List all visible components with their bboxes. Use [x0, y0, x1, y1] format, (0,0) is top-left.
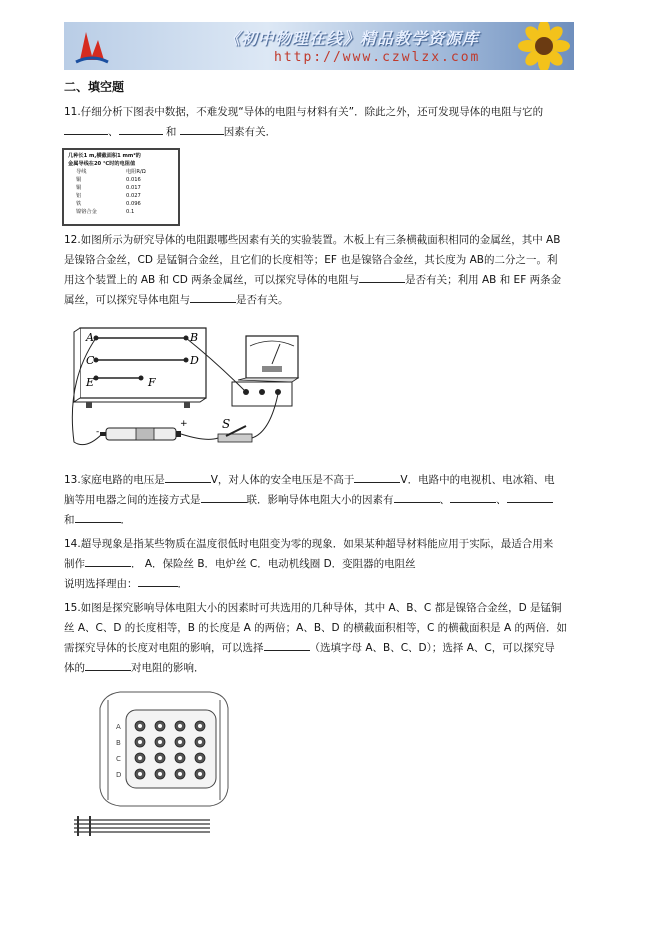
battery [100, 428, 181, 440]
q13-line2b: 联．影响导体电阻大小的因素有 [246, 494, 394, 506]
q12-line4a: 属丝，可以探究导体电阻与 [64, 294, 190, 306]
row-label-d: D [116, 771, 122, 779]
board-outline [100, 692, 228, 806]
q15-line1: 15.如图是探究影响导体电阻大小的因素时可共选用的几种导体，其中 A、B、C 都是镍铬合金丝，D 是锰铜 [64, 602, 562, 614]
table-row [68, 176, 174, 184]
row-label-a: A [116, 723, 121, 731]
header-banner [64, 22, 574, 70]
q11-line2 [64, 122, 598, 142]
conductor-strips [74, 816, 210, 836]
q13-blank-factor-2[interactable] [450, 490, 496, 503]
q11-blank-2[interactable] [119, 122, 163, 135]
q12-line3b: 是否有关；利用 AB 和 EF 两条金 [405, 274, 562, 286]
q12-line1: 12.如图所示为研究导体的电阻跟哪些因素有关的实验装置。木板上有三条横截面积相同的金属丝，其中 AB [64, 234, 561, 246]
q12-line2: 是镍铬合金丝，CD 是锰铜合金丝，且它们的长度相等；EF 也是镍铬合金丝，其长度为 AB的二分之一。利 [64, 254, 558, 266]
table-caption-2: 金属导线在20 ℃时的电阻值 [68, 161, 136, 167]
table-cell: 铜 [76, 185, 82, 191]
q15-line2: 丝 A、C、D 的长度相等，B 的长度是 A 的两倍；A、B、D 的横截面积相等，C 的横截面积是 A 的两倍．如 [64, 622, 568, 634]
label-c: C [86, 354, 95, 367]
banner-title: 《初中物理在线》精品教学资源库 [224, 29, 480, 48]
q15-line4b: 对电阻的影响． [131, 662, 205, 674]
table-row [68, 184, 174, 192]
table-cell: 0.1 [126, 209, 135, 215]
q14-blank-reason[interactable] [138, 574, 178, 587]
question-15 [64, 598, 598, 678]
table-row [68, 200, 174, 208]
switch-label: S [222, 417, 231, 431]
q11-line1: 11.仔细分析下图表中数据，不难发现“导体的电阻与材料有关”．除此之外，还可发现导体的电阻与它的 [64, 106, 544, 118]
q13-line1c: V．电路中的电视机、电冰箱、电 [400, 474, 555, 486]
q13-line3 [64, 510, 598, 530]
table-header [68, 168, 174, 176]
table-header-cell: 电阻R/Ω [126, 169, 146, 175]
q15-line3b: （选填字母 A、B、C、D）；选择 A、C，可以探究导 [309, 642, 555, 654]
table-row [68, 208, 174, 216]
table-cell: 铝 [76, 193, 82, 199]
question-13 [64, 470, 598, 530]
q15-line4 [64, 658, 598, 678]
q13-line3b: ． [120, 514, 131, 526]
q13-sep: 、 [439, 494, 450, 506]
label-b: B [190, 331, 199, 344]
q12-blank-1[interactable] [359, 270, 405, 283]
table-cell: 0.016 [126, 177, 141, 183]
q13-blank-connection[interactable] [201, 490, 247, 503]
q12-blank-2[interactable] [190, 290, 236, 303]
section-title: 二、填空题 [64, 80, 125, 94]
question-14 [64, 534, 598, 594]
label-a: A [86, 331, 94, 344]
q14-line3 [64, 574, 598, 594]
q13-line1a: 13.家庭电路的电压是 [64, 474, 165, 486]
q11-and: 和 [165, 126, 177, 138]
q14-line1: 14.超导现象是指某些物质在温度很低时电阻变为零的现象．如果某种超导材料能应用于实际，最适合用来 [64, 538, 554, 550]
banner-url[interactable]: http://www.czwlzx.com [274, 50, 481, 65]
question-12 [64, 230, 598, 310]
q13-blank-factor-1[interactable] [394, 490, 440, 503]
q13-sep: 、 [496, 494, 507, 506]
q13-line1 [64, 470, 598, 490]
conductor-board-figure [60, 688, 240, 844]
label-f: F [148, 376, 156, 389]
table-cell: 0.017 [126, 185, 141, 191]
table-caption-1: 几种长1 m,横截面积1 mm²的 [68, 153, 141, 159]
row-label-b: B [116, 739, 121, 747]
q11-sep: 、 [108, 126, 119, 138]
table-cell: 铁 [76, 201, 82, 207]
q12-line4b: 是否有关。 [236, 294, 289, 306]
q13-line2 [64, 490, 598, 510]
sunflower-icon [504, 22, 574, 70]
q15-line3a: 需探究导体的长度对电阻的影响，可以选择 [64, 642, 264, 654]
q12-line3a: 用这个装置上的 AB 和 CD 两条金属丝，可以探究导体的电阻与 [64, 274, 360, 286]
q14-blank-answer[interactable] [85, 554, 131, 567]
table-header-cell: 导线 [76, 169, 87, 175]
q11-blank-3[interactable] [180, 122, 224, 135]
q13-blank-factor-4[interactable] [75, 510, 121, 523]
q11-blank-1[interactable] [64, 122, 108, 135]
q13-blank-safe-voltage[interactable] [354, 470, 400, 483]
q11-tail: 因素有关． [223, 126, 277, 138]
q12-line3 [64, 270, 598, 290]
q15-blank-2[interactable] [85, 658, 131, 671]
q13-line3a: 和 [64, 514, 75, 526]
label-d: D [190, 354, 199, 367]
table-cell: 镍铬合金 [76, 209, 97, 215]
question-11 [64, 102, 598, 142]
table-cell: 0.027 [126, 193, 141, 199]
q13-line2a: 脑等用电器之间的连接方式是 [64, 494, 201, 506]
table-row [68, 192, 174, 200]
resistance-apparatus-figure [66, 322, 316, 456]
table-cell: 0.096 [126, 201, 141, 207]
q12-line4 [64, 290, 598, 310]
q15-line3 [64, 638, 598, 658]
logo-icon [72, 26, 112, 66]
battery-minus-label: - [96, 427, 100, 437]
q15-blank-1[interactable] [264, 638, 310, 651]
ammeter [232, 336, 298, 406]
q13-blank-voltage[interactable] [165, 470, 211, 483]
q14-line2a: 制作 [64, 558, 85, 570]
q14-line2 [64, 554, 598, 574]
q14-line3b: ． [177, 578, 188, 590]
q15-line4a: 体的 [64, 662, 85, 674]
q13-blank-factor-3[interactable] [507, 490, 553, 503]
label-e: E [86, 376, 95, 389]
q14-options: ． A．保险丝 B．电炉丝 C．电动机线圈 D．变阻器的电阻丝 [131, 558, 416, 570]
q14-line3a: 说明选择理由： [64, 578, 138, 590]
table-cell: 铜 [76, 177, 82, 183]
battery-plus-label: + [180, 419, 188, 429]
resistance-table [62, 148, 180, 226]
q13-line1b: V，对人体的安全电压是不高于 [210, 474, 355, 486]
row-label-c: C [116, 755, 121, 763]
